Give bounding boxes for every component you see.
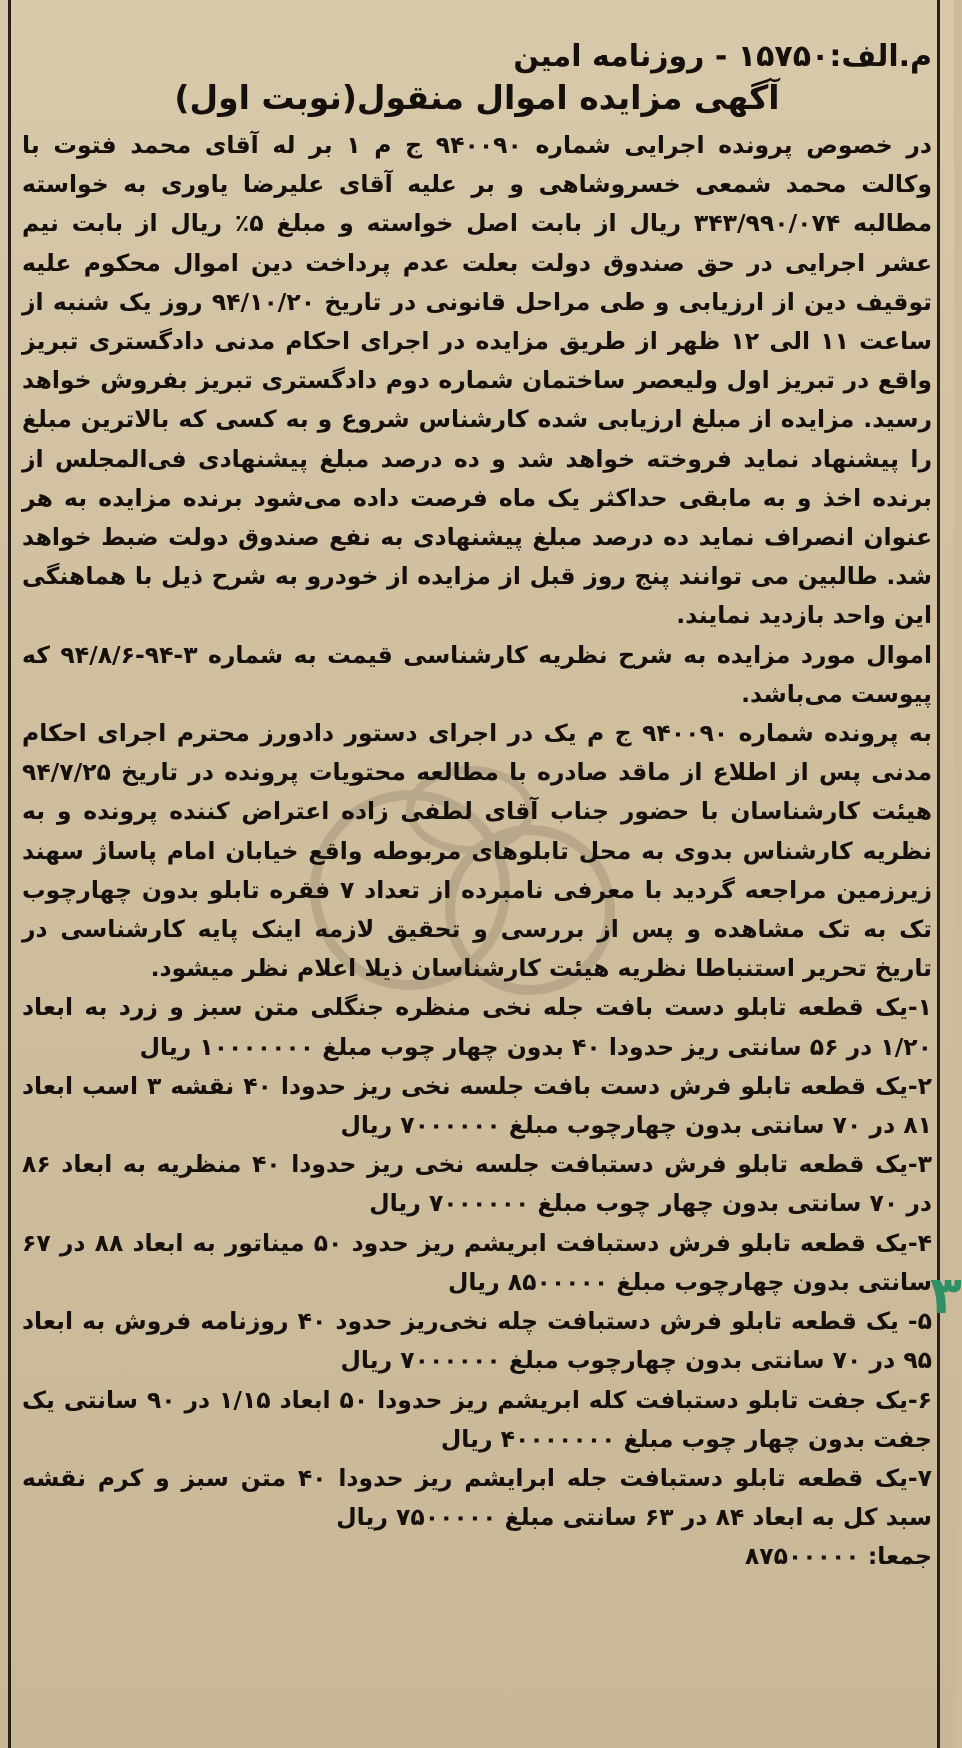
list-item: ۳-یک قطعه تابلو فرش دستبافت جلسه نخی ریز حدودا ۴۰ منظریه به ابعاد ۸۶ در ۷۰ سانتی بدون چهار چوب مبلغ ۷۰۰۰۰۰۰ ریال — [22, 1150, 932, 1218]
notice-headline: آگهی مزایده اموال منقول(نوبت اول) — [174, 78, 780, 117]
notice-paragraph-expert-reference: اموال مورد مزایده به شرح نظریه کارشناسی قیمت به شماره ۳-۹۴-۹۴/۸/۶ که پیوست می‌باشد. — [22, 640, 932, 708]
green-edge-mark: ۳ — [930, 1266, 962, 1326]
list-item: ۵- یک قطعه تابلو فرش دستبافت چله نخی‌ریز حدود ۴۰ روزنامه فروش به ابعاد ۹۵ در ۷۰ سانتی بدون چهارچوب مبلغ ۷۰۰۰۰۰۰ ریال — [22, 1307, 932, 1375]
left-column-rule — [8, 0, 11, 1748]
total-amount: جمعا: ۸۷۵۰۰۰۰۰ — [744, 1542, 932, 1571]
list-item: ۱-یک قطعه تابلو دست بافت جله نخی منظره جنگلی متن سبز و زرد به ابعاد ۱/۲۰ در ۵۶ سانتی ریز حدودا ۴۰ بدون چهار چوب مبلغ ۱۰۰۰۰۰۰۰ ریال — [22, 993, 932, 1061]
list-item: ۶-یک جفت تابلو دستبافت کله ابریشم ریز حدودا ۵۰ ابعاد ۱/۱۵ در ۹۰ سانتی یک جفت بدون چهار چوب مبلغ ۴۰۰۰۰۰۰۰ ریال — [22, 1385, 932, 1453]
notice-paragraph-expert-report: به پرونده شماره ۹۴۰۰۹۰ ج م یک در اجرای دستور دادورز محترم اجرای احکام مدنی پس از اطلاع از ماقد صادره با مطالعه محتویات پرونده در تاریخ ۹۴/۷/۲۵ هیئت کارشناسان با حضور جناب آقای لطفی زاده اعتراض کننده پرونده و به نظریه کارشناس بدوی به محل تابلوهای مربوطه واقع خیابان امام پاساژ سهند زیرزمین مراجعه گردید با معرفی نامبرده از تعداد ۷ فقره تابلو بدون چهارچوب تک به تک مشاهده و پس از بررسی و تحقیق لازمه اینک پایه کارشناسی در تاریخ تحریر استنباطا نظریه هیئت کارشناسان ذیلا اعلام نظر میشود. — [22, 719, 933, 983]
list-item: ۴-یک قطعه تابلو فرش دستبافت ابریشم ریز حدود ۵۰ میناتور به ابعاد ۸۸ در ۶۷ سانتی بدون چهارچوب مبلغ ۸۵۰۰۰۰۰ ریال — [22, 1228, 932, 1296]
auction-notice — [22, 38, 932, 1577]
list-item: ۲-یک قطعه تابلو فرش دست بافت جلسه نخی ریز حدودا ۴۰ نقشه ۳ اسب ابعاد ۸۱ در ۷۰ سانتی بدون چهارچوب مبلغ ۷۰۰۰۰۰۰ ریال — [22, 1071, 932, 1140]
notice-code-line: م.الف:۱۵۷۵۰ - روزنامه امین — [513, 39, 932, 74]
item-list — [22, 988, 932, 1537]
right-column-rule — [937, 0, 940, 1748]
list-item: ۷-یک قطعه تابلو دستبافت جله ابرایشم ریز حدودا ۴۰ متن سبز و کرم نقشه سبد کل به ابعاد ۸۴ در ۶۳ سانتی مبلغ ۷۵۰۰۰۰۰ ریال — [22, 1463, 932, 1532]
notice-paragraph-main: در خصوص پرونده اجرایی شماره ۹۴۰۰۹۰ ج م ۱ بر له آقای محمد فتوت با وکالت محمد شمعی خسروشاهی و بر علیه آقای علیرضا یاوری به خواسته مطالبه ۳۴۳/۹۹۰/۰۷۴ ریال از بابت اصل خواسته و مبلغ ۵٪ ریال از بابت نیم عشر اجرایی در حق صندوق دولت بعلت عدم پرداخت دین اموال محکوم علیه توقیف دین از ارزیابی و طی مراحل قانونی در تاریخ ۹۴/۱۰/۲۰ روز یک شنبه از ساعت ۱۱ الی ۱۲ ظهر از طریق مزایده در اجرای احکام مدنی دادگستری تبریز واقع در تبریز اول ولیعصر ساختمان شماره دوم دادگستری تبریز بفروش خواهد رسید. مزایده از مبلغ ارزیابی شده کارشناس شروع و به کسی که بالاترین مبلغ را پیشنهاد نماید فروخته خواهد شد و ده درصد مبلغ پیشنهادی فی‌المجلس از برنده اخذ و به مابقی حداکثر یک ماه فرصت داده می‌شود برنده مزایده به هر عنوان انصراف نماید ده درصد مبلغ پیشنهادی به نفع صندوق دولت ضبط خواهد شد. طالبین می توانند پنج روز قبل از مزایده از خودرو به شرح ذیل با هماهنگی این واحد بازدید نمایند. — [22, 131, 933, 630]
